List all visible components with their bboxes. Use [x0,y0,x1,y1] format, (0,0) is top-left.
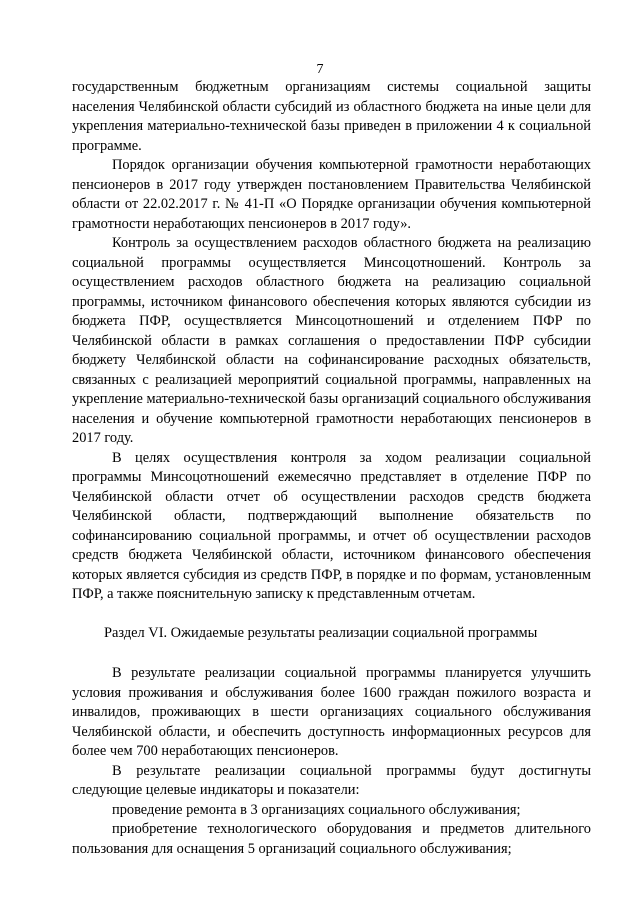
section-heading: Раздел VI. Ожидаемые результаты реализации социальной программы [104,624,538,641]
paragraph: В результате реализации социальной программы будут достигнуты следующие целевые индикаторы и показатели: [72,762,591,798]
document-body [72,78,591,859]
paragraph: В результате реализации социальной программы планируется улучшить условия проживания и обслуживания более 1600 граждан пожилого возраста и инвалидов, проживающих в шести организациях социального обслуживания Челябинской области, и обеспечить доступность информационных ресурсов для более чем 700 неработающих пенсионеров. [72,665,591,759]
list-item: проведение ремонта в 3 организациях социального обслуживания; [112,801,521,818]
paragraph: Порядок организации обучения компьютерной грамотности неработающих пенсионеров в 2017 году утвержден постановлением Правительства Челябинской области от 22.02.2017 г. № 41-П «О Порядке организации обучения компьютерной грамотности неработающих пенсионеров в 2017 году». [72,157,591,232]
paragraph: государственным бюджетным организациям системы социальной защиты населения Челябинской области субсидий из областного бюджета на иные цели для укрепления материально-технической базы приведен в приложении 4 к социальной программе. [72,79,591,154]
page-number: 7 [316,62,324,77]
list-item: приобретение технологического оборудования и предметов длительного пользования для оснащения 5 организаций социального обслуживания; [72,821,591,857]
paragraph: В целях осуществления контроля за ходом реализации социальной программы Минсоцотношений ежемесячно представляет в отделение ПФР по Челябинской области отчет об осуществлении расходов средств бюджета Челябинской области, подтверждающий выполнение обязательств по софинансированию социальной программы, и отчет об осуществлении расходов средств бюджета Челябинской области, источником финансового обеспечения которых является субсидия из средств ПФР, в порядке и по формам, установленным ПФР, а также пояснительную записку к представленным отчетам. [72,449,591,602]
paragraph: Контроль за осуществлением расходов областного бюджета на реализацию социальной программы осуществляется Минсоцотношений. Контроль за осуществлением расходов областного бюджета на реализацию социальной программы, источником финансового обеспечения которых являются субсидии из бюджета ПФР, осуществляется Минсоцотношений и отделением ПФР по Челябинской области в рамках соглашения о предоставлении ПФР субсидии бюджету Челябинской области на софинансирование расходных обязательств, связанных с реализацией мероприятий социальной программы, направленных на укрепление материально-технической базы организаций социального обслуживания населения и обучение компьютерной грамотности неработающих пенсионеров в 2017 году. [72,235,591,446]
